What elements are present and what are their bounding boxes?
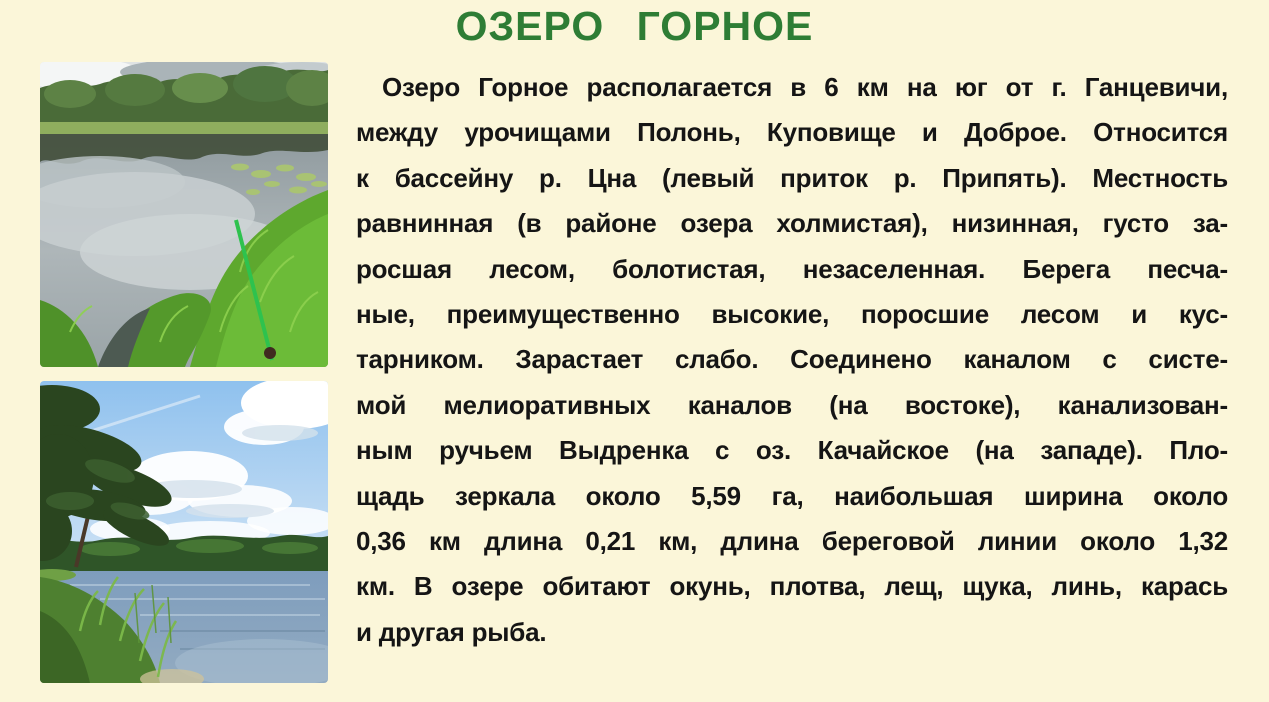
text-line: Озеро Горное располагается в 6 км на юг от г. Ганцевичи,: [382, 72, 1228, 102]
text-line: ные, преимущественно высокие, поросшие лесом и кус-: [356, 299, 1228, 330]
text-line: ным ручьем Выдренка с оз. Качайское (на западе). Пло-: [356, 435, 1228, 466]
lake-photo-2-illustration: [40, 381, 328, 683]
text-line: росшая лесом, болотистая, незаселенная. Берега песча-: [356, 253, 1228, 284]
lake-view-with-pine-tree-photo: [40, 381, 328, 683]
page-title: ОЗЕРО ГОРНОЕ: [455, 3, 814, 49]
text-line: щадь зеркала около 5,59 га, наибольшая ширина около: [356, 480, 1228, 511]
text-line: равнинная (в районе озера холмистая), низинная, густо за-: [356, 208, 1228, 239]
text-line: и другая рыба.: [356, 616, 547, 647]
text-line: мой мелиоративных каналов (на востоке), канализован-: [356, 389, 1228, 420]
text-line: к бассейну р. Цна (левый приток р. Припять). Местность: [356, 162, 1228, 193]
text-line: 0,36 км длина 0,21 км, длина береговой линии около 1,32: [356, 526, 1228, 557]
article-text: [356, 65, 1228, 655]
lake-shore-with-fishing-rod-photo: [40, 62, 328, 367]
text-line: км. В озере обитают окунь, плотва, лещ, щука, линь, карась: [356, 571, 1228, 602]
lake-photo-1-illustration: [40, 62, 328, 367]
text-line: тарником. Зарастает слабо. Соединено каналом с систе-: [356, 344, 1228, 375]
text-line: между урочищами Полонь, Куповище и Доброе. Относится: [356, 117, 1228, 148]
